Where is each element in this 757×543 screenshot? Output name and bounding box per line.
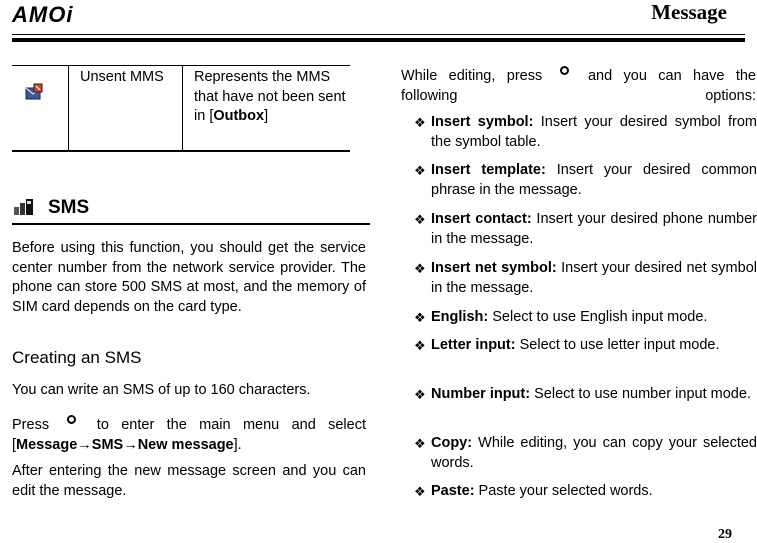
table-top-border	[12, 65, 350, 66]
sms-length-paragraph: You can write an SMS of up to 160 characters.	[12, 382, 311, 398]
list-item: ❖ Copy: While editing, you can copy your selected words.	[414, 435, 757, 471]
table-cell-description: Represents the MMS that have not been sent in [Outbox]	[194, 69, 346, 124]
unsent-mms-icon	[24, 83, 44, 101]
header-rule-thin	[12, 34, 745, 35]
diamond-bullet-icon: ❖	[414, 163, 426, 178]
creating-sms-heading: Creating an SMS	[12, 348, 142, 367]
section-title: SMS	[48, 197, 90, 218]
header-rule-thick	[12, 38, 745, 42]
table-cell-type: Unsent MMS	[80, 69, 164, 85]
page-number: 29	[718, 527, 732, 542]
diamond-bullet-icon: ❖	[414, 261, 426, 276]
diamond-bullet-icon: ❖	[414, 436, 426, 451]
list-item: ❖ Insert symbol: Insert your desired symbol from the symbol table.	[414, 114, 757, 150]
section-icon	[14, 199, 34, 215]
table-divider	[68, 65, 69, 151]
list-item: ❖ English: Select to use English input mode.	[414, 308, 757, 328]
list-item: ❖ Letter input: Select to use letter input mode.	[414, 336, 757, 356]
menu-path: Message→SMS→New message	[16, 436, 234, 453]
amoi-logo: AMOi	[12, 2, 74, 27]
ok-key-icon	[67, 415, 76, 424]
after-entering-paragraph: After entering the new message screen and you can edit the message.	[12, 463, 366, 499]
list-item: ❖ Number input: Select to use number input mode.	[414, 385, 757, 405]
ok-key-icon	[560, 66, 569, 75]
list-item: ❖ Insert net symbol: Insert your desired net symbol in the message.	[414, 260, 757, 296]
diamond-bullet-icon: ❖	[414, 387, 426, 402]
page-header-title: Message	[651, 0, 727, 24]
table-divider	[182, 65, 183, 151]
diamond-bullet-icon: ❖	[414, 484, 426, 499]
section-rule	[12, 223, 370, 225]
press-paragraph: Press to enter the main menu and select [Message→SMS→New message].	[12, 417, 366, 453]
diamond-bullet-icon: ❖	[414, 338, 426, 353]
options-intro-paragraph: While editing, press and you can have the following options:	[401, 68, 756, 104]
list-item: ❖ Insert contact: Insert your desired phone number in the message.	[414, 211, 757, 247]
list-item: ❖ Insert template: Insert your desired common phrase in the message.	[414, 162, 757, 198]
list-item: ❖ Paste: Paste your selected words.	[414, 482, 757, 502]
table-bottom-border	[12, 150, 350, 152]
diamond-bullet-icon: ❖	[414, 115, 426, 130]
diamond-bullet-icon: ❖	[414, 212, 426, 227]
sms-intro-paragraph: Before using this function, you should get the service center number from the network service provider. The phone can store 500 SMS at most, and the memory of SIM card depends on the card type.	[12, 240, 366, 315]
diamond-bullet-icon: ❖	[414, 310, 426, 325]
